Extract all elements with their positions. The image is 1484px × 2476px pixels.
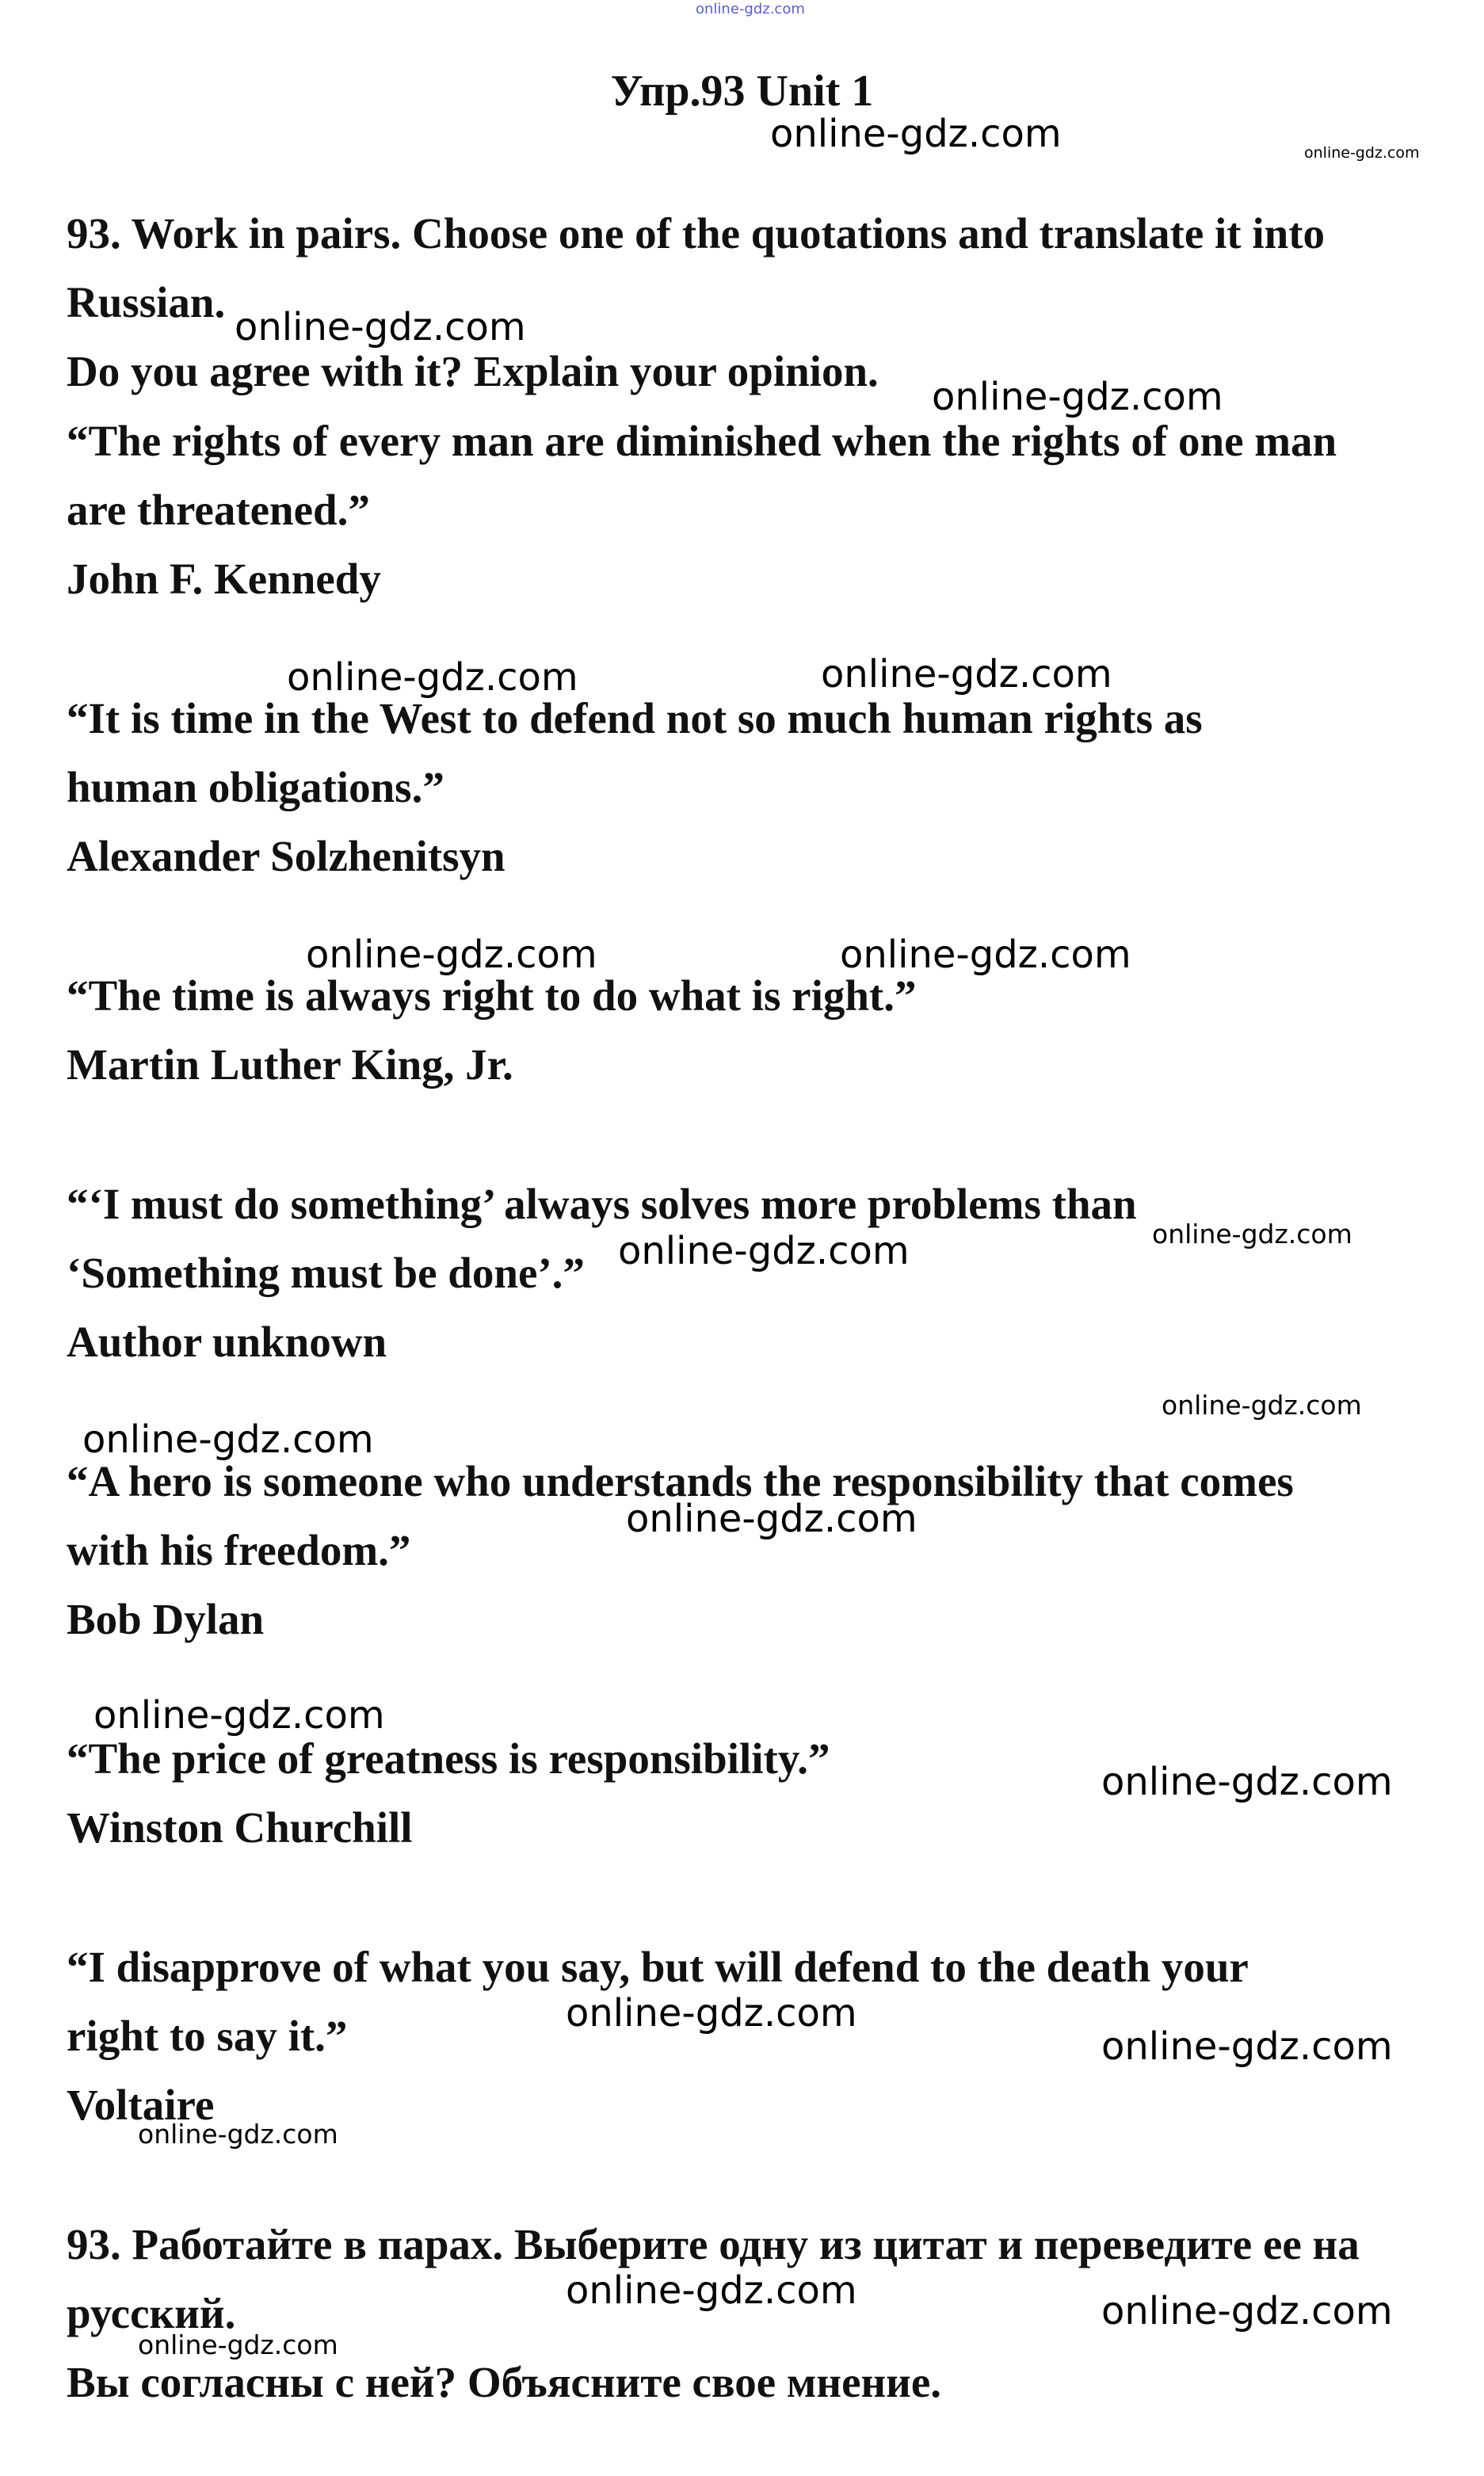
task-ru-line-1: 93. Работайте в парах. Выберите одну из цитат и переведите ее на bbox=[67, 2220, 1360, 2268]
quote-4-author: Author unknown bbox=[67, 1318, 387, 1366]
task-en-line-2: Russian. bbox=[67, 278, 226, 326]
watermark: online-gdz.com bbox=[626, 1497, 917, 1541]
quote-2-line-1: “It is time in the West to defend not so much human rights as bbox=[67, 694, 1203, 742]
watermark: online-gdz.com bbox=[235, 305, 526, 349]
watermark: online-gdz.com bbox=[1162, 1390, 1362, 1421]
quote-3-author: Martin Luther King, Jr. bbox=[67, 1040, 513, 1089]
watermark: online-gdz.com bbox=[1304, 144, 1420, 162]
watermark: online-gdz.com bbox=[138, 2119, 338, 2150]
task-ru-line-3: Вы согласны с ней? Объясните свое мнение. bbox=[67, 2358, 942, 2406]
quote-6-line-1: “The price of greatness is responsibility.” bbox=[67, 1734, 830, 1783]
quote-1-author: John F. Kennedy bbox=[67, 555, 381, 603]
watermark: online-gdz.com bbox=[840, 933, 1131, 977]
watermark: online-gdz.com bbox=[566, 1991, 857, 2035]
quote-2-line-2: human obligations.” bbox=[67, 763, 444, 811]
watermark: online-gdz.com bbox=[306, 933, 597, 977]
watermark: online-gdz.com bbox=[1101, 2024, 1393, 2069]
watermark: online-gdz.com bbox=[93, 1693, 385, 1738]
watermark: online-gdz.com bbox=[566, 2268, 857, 2313]
watermark: online-gdz.com bbox=[932, 375, 1223, 419]
quote-1-line-2: are threatened.” bbox=[67, 486, 370, 534]
watermark: online-gdz.com bbox=[1101, 1760, 1393, 1804]
task-en-line-3: Do you agree with it? Explain your opinion. bbox=[67, 347, 879, 395]
quote-7-line-1: “I disapprove of what you say, but will defend to the death your bbox=[67, 1943, 1249, 1991]
watermark: online-gdz.com bbox=[1101, 2289, 1393, 2333]
watermark: online-gdz.com bbox=[82, 1417, 374, 1462]
quote-7-author: Voltaire bbox=[67, 2081, 215, 2129]
watermark: online-gdz.com bbox=[618, 1229, 910, 1273]
quote-7-line-2: right to say it.” bbox=[67, 2012, 348, 2060]
page-title: Упр.93 Unit 1 bbox=[610, 67, 874, 116]
watermark: online-gdz.com bbox=[287, 655, 578, 700]
quote-5-line-1: “A hero is someone who understands the responsibility that comes bbox=[67, 1457, 1294, 1505]
watermark: online-gdz.com bbox=[770, 112, 1062, 156]
quote-1-line-1: “The rights of every man are diminished when the rights of one man bbox=[67, 417, 1337, 465]
quote-4-line-2: ‘Something must be done’.” bbox=[67, 1249, 585, 1297]
task-ru-line-2: русский. bbox=[67, 2289, 236, 2337]
task-en-line-1: 93. Work in pairs. Choose one of the quotations and translate it into bbox=[67, 209, 1326, 258]
quote-5-author: Bob Dylan bbox=[67, 1595, 265, 1643]
watermark: online-gdz.com bbox=[821, 652, 1112, 696]
watermark: online-gdz.com bbox=[1152, 1219, 1352, 1249]
top-watermark: online-gdz.com bbox=[696, 1, 805, 17]
quote-5-line-2: with his freedom.” bbox=[67, 1526, 411, 1574]
watermark: online-gdz.com bbox=[138, 2329, 338, 2360]
quote-6-author: Winston Churchill bbox=[67, 1803, 413, 1852]
quote-4-line-1: “‘I must do something’ always solves more problems than bbox=[67, 1180, 1137, 1228]
quote-3-line-1: “The time is always right to do what is right.” bbox=[67, 971, 917, 1020]
quote-2-author: Alexander Solzhenitsyn bbox=[67, 832, 505, 880]
